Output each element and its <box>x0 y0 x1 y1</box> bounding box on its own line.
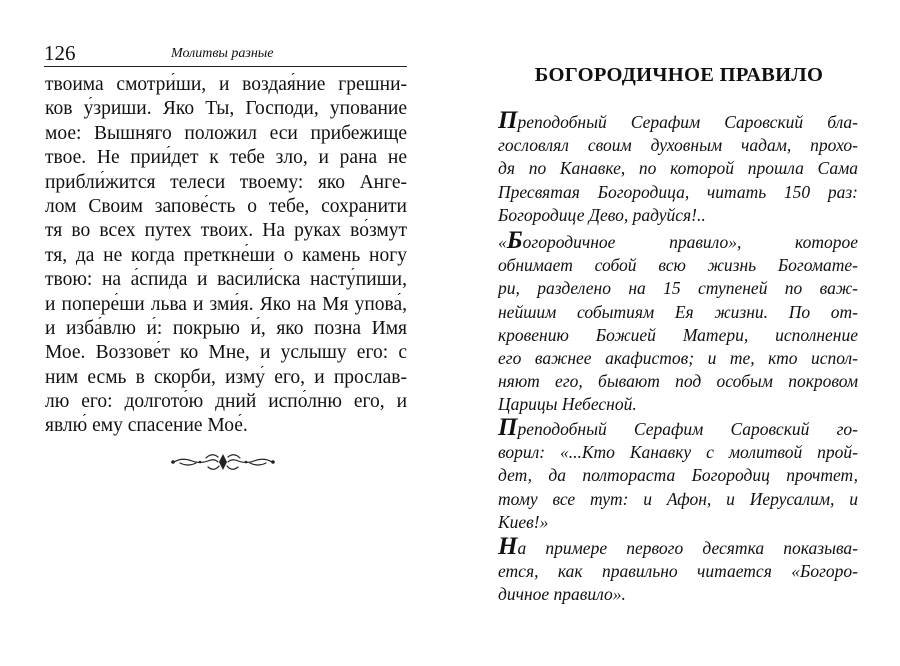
text-line: няют его, бывают под особым покровом <box>498 371 858 392</box>
text-line: явлю́ ему спасение Мое́. <box>45 415 248 437</box>
text-line: кровению Божией Матери, исполнение <box>498 324 858 345</box>
drop-cap: П <box>498 418 518 441</box>
text-line: Пресвятая Богородица, читать 150 раз: <box>498 181 858 202</box>
text-line: Царицы Небесной. <box>498 394 637 415</box>
text-line: обнимает собой всю жизнь Богомате- <box>498 255 858 276</box>
text-line: реподобный Серафим Саровский го- <box>517 419 858 439</box>
paragraph <box>498 418 858 534</box>
section-title: Молитвы разные <box>171 46 274 61</box>
text-line: мое: Вышняго положил еси прибежище <box>45 122 407 144</box>
quote-mark: « <box>498 232 507 252</box>
paragraph <box>498 231 858 417</box>
text-line: тя, да не когда преткне́ши о камень ногу <box>45 244 407 266</box>
text-line: ним есмь в скорби, изму́ его, и прослав- <box>45 366 407 388</box>
drop-cap: Б <box>506 231 523 254</box>
paragraph <box>498 111 858 227</box>
text-line: Мое. Воззове́т ко Мне, и услышу его: с <box>45 342 407 364</box>
text-line: и попере́ши льва и зми́я. Яко на Мя упова́, <box>45 293 407 315</box>
text-line: дет, да полтораста Богородиц прочтет, <box>498 465 858 486</box>
text-line: тя во всех путех твоих. На руках во́змут <box>45 220 407 242</box>
text-line: ется, как правильно читается «Богоро- <box>498 561 858 582</box>
text-line: огородичное правило», которое <box>522 232 858 252</box>
prayer-text <box>45 73 407 439</box>
text-line: Киев!» <box>498 511 549 532</box>
text-line: ворил: «...Кто Канавку с молитвой прой- <box>498 442 858 463</box>
page-number: 126 <box>44 41 76 65</box>
text-line: прибли́жится телеси твоему: яко Анге- <box>45 171 407 193</box>
text-line: Богородице Дево, радуйся!.. <box>498 204 706 225</box>
text-line: гословлял своим духовным чадам, прохо- <box>498 135 858 156</box>
text-line: дя по Канавке, по которой прошла Сама <box>498 158 858 179</box>
text-line: ков у́зриши. Яко Ты, Господи, упование <box>45 98 407 120</box>
text-line: тому все тут: и Афон, и Иерусалим, и <box>498 488 858 509</box>
text-line: лю его: долгото́ю дний испо́лню его, и <box>45 391 407 413</box>
text-line: ри, разделено на 15 ступеней по важ- <box>498 278 858 299</box>
text-line: дичное правило». <box>498 584 626 605</box>
text-line: лом Своим запове́сть о тебе, сохранити <box>45 195 407 217</box>
text-line: нейшим событиям Ея жизни. По от- <box>498 301 858 322</box>
text-line: его важнее акафистов; и те, кто испол- <box>498 347 858 368</box>
paragraph <box>498 537 858 607</box>
text-line: твою: на а́спида и васили́ска насту́пиши, <box>45 269 407 291</box>
right-page <box>450 0 900 666</box>
drop-cap: П <box>498 111 518 134</box>
text-line: реподобный Серафим Саровский бла- <box>517 112 858 132</box>
text-line: твое. Не прии́дет к тебе зло, и рана не <box>45 147 407 169</box>
drop-cap: Н <box>498 537 518 560</box>
text-line: а примере первого десятка показыва- <box>517 538 858 558</box>
text-line: и изба́влю и́: покрыю и́, яко позна Имя <box>45 317 407 339</box>
text-line: твоима смотри́ши, и воздая́ние грешни- <box>45 74 407 95</box>
chapter-title: БОГОРОДИЧНОЕ ПРАВИЛО <box>534 64 824 86</box>
running-head <box>44 40 407 67</box>
ornament-divider-icon <box>170 449 276 475</box>
